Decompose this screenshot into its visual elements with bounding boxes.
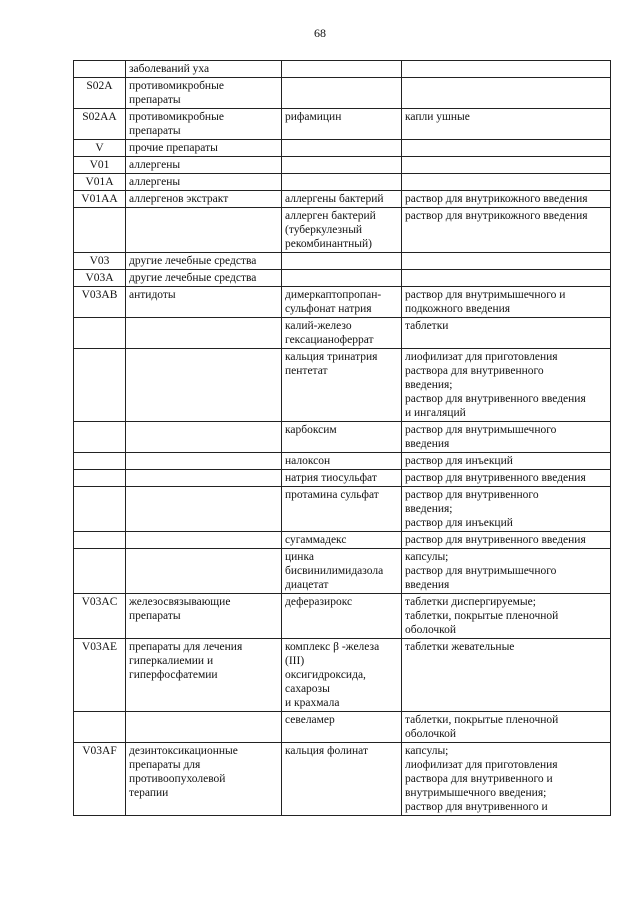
drug-name-cell: комплекс β -железа (III) оксигидроксида, сахарозы и крахмала: [282, 639, 402, 712]
group-name-cell: другие лечебные средства: [126, 253, 282, 270]
table-row: [74, 743, 611, 816]
table-row: [74, 253, 611, 270]
group-name-cell: противомикробные препараты: [126, 109, 282, 140]
table-row: [74, 140, 611, 157]
drug-name-cell: [282, 253, 402, 270]
drug-name-cell: кальция тринатрия пентетат: [282, 349, 402, 422]
drug-name-cell: аллергены бактерий: [282, 191, 402, 208]
dosage-form-cell: [402, 157, 611, 174]
group-name-cell: препараты для лечения гиперкалиемии и гиперфосфатемии: [126, 639, 282, 712]
table-row: [74, 639, 611, 712]
dosage-form-cell: таблетки: [402, 318, 611, 349]
dosage-form-cell: раствор для внутривенного введения: [402, 470, 611, 487]
drug-name-cell: сугаммадекс: [282, 532, 402, 549]
dosage-form-cell: таблетки жевательные: [402, 639, 611, 712]
group-name-cell: [126, 453, 282, 470]
table-row: [74, 174, 611, 191]
table-row: [74, 61, 611, 78]
dosage-form-cell: таблетки, покрытые пленочной оболочкой: [402, 712, 611, 743]
atc-code-cell: [74, 532, 126, 549]
atc-code-cell: V03A: [74, 270, 126, 287]
group-name-cell: дезинтоксикационные препараты для противоопухолевой терапии: [126, 743, 282, 816]
dosage-form-cell: раствор для внутривенного введения; раствор для инъекций: [402, 487, 611, 532]
drug-name-cell: аллерген бактерий (туберкулезный рекомбинантный): [282, 208, 402, 253]
atc-code-cell: [74, 453, 126, 470]
table-row: [74, 712, 611, 743]
group-name-cell: [126, 487, 282, 532]
page-number: 68: [314, 26, 326, 40]
table-row: [74, 78, 611, 109]
group-name-cell: аллергены: [126, 157, 282, 174]
dosage-form-cell: [402, 270, 611, 287]
dosage-form-cell: таблетки диспергируемые; таблетки, покрытые пленочной оболочкой: [402, 594, 611, 639]
atc-code-cell: V03AC: [74, 594, 126, 639]
table-row: [74, 287, 611, 318]
table-row: [74, 549, 611, 594]
atc-code-cell: V03AB: [74, 287, 126, 318]
table-row: [74, 318, 611, 349]
group-name-cell: [126, 318, 282, 349]
table-row: [74, 453, 611, 470]
group-name-cell: аллергены: [126, 174, 282, 191]
group-name-cell: [126, 349, 282, 422]
drug-name-cell: деферазирокс: [282, 594, 402, 639]
dosage-form-cell: раствор для внутримышечного и подкожного введения: [402, 287, 611, 318]
group-name-cell: [126, 422, 282, 453]
atc-code-cell: V01A: [74, 174, 126, 191]
table-row: [74, 208, 611, 253]
atc-code-cell: V03AE: [74, 639, 126, 712]
table-row: [74, 470, 611, 487]
group-name-cell: другие лечебные средства: [126, 270, 282, 287]
dosage-form-cell: раствор для внутримышечного введения: [402, 422, 611, 453]
group-name-cell: [126, 208, 282, 253]
dosage-form-cell: раствор для внутрикожного введения: [402, 208, 611, 253]
atc-code-cell: S02AA: [74, 109, 126, 140]
group-name-cell: аллергенов экстракт: [126, 191, 282, 208]
table-row: [74, 487, 611, 532]
table-row: [74, 157, 611, 174]
atc-code-cell: S02A: [74, 78, 126, 109]
dosage-form-cell: раствор для внутривенного введения: [402, 532, 611, 549]
group-name-cell: прочие препараты: [126, 140, 282, 157]
group-name-cell: [126, 532, 282, 549]
group-name-cell: противомикробные препараты: [126, 78, 282, 109]
group-name-cell: железосвязывающие препараты: [126, 594, 282, 639]
dosage-form-cell: лиофилизат для приготовления раствора для внутривенного введения; раствор для внутривенного введения и ингаляций: [402, 349, 611, 422]
table-row: [74, 532, 611, 549]
dosage-form-cell: раствор для внутрикожного введения: [402, 191, 611, 208]
drug-name-cell: цинка бисвинилимидазола диацетат: [282, 549, 402, 594]
atc-code-cell: [74, 349, 126, 422]
dosage-form-cell: [402, 253, 611, 270]
dosage-form-cell: [402, 78, 611, 109]
atc-code-cell: [74, 470, 126, 487]
table-row: [74, 422, 611, 453]
drug-name-cell: димеркаптопропан- сульфонат натрия: [282, 287, 402, 318]
drug-table: [73, 60, 611, 816]
drug-name-cell: рифамицин: [282, 109, 402, 140]
atc-code-cell: [74, 549, 126, 594]
atc-code-cell: V03: [74, 253, 126, 270]
atc-code-cell: V01AA: [74, 191, 126, 208]
drug-name-cell: карбоксим: [282, 422, 402, 453]
drug-name-cell: [282, 270, 402, 287]
atc-code-cell: [74, 61, 126, 78]
table-row: [74, 349, 611, 422]
dosage-form-cell: капли ушные: [402, 109, 611, 140]
dosage-form-cell: капсулы; лиофилизат для приготовления раствора для внутривенного и внутримышечного введения; раствор для внутривенного и: [402, 743, 611, 816]
atc-code-cell: [74, 318, 126, 349]
dosage-form-cell: [402, 174, 611, 191]
drug-name-cell: [282, 174, 402, 191]
table-row: [74, 270, 611, 287]
table-row: [74, 109, 611, 140]
atc-code-cell: [74, 422, 126, 453]
dosage-form-cell: [402, 140, 611, 157]
group-name-cell: антидоты: [126, 287, 282, 318]
drug-name-cell: севеламер: [282, 712, 402, 743]
drug-name-cell: налоксон: [282, 453, 402, 470]
table-row: [74, 191, 611, 208]
group-name-cell: [126, 549, 282, 594]
group-name-cell: [126, 712, 282, 743]
atc-code-cell: [74, 487, 126, 532]
group-name-cell: заболеваний уха: [126, 61, 282, 78]
drug-name-cell: [282, 78, 402, 109]
drug-name-cell: [282, 157, 402, 174]
atc-code-cell: [74, 712, 126, 743]
drug-name-cell: протамина сульфат: [282, 487, 402, 532]
drug-name-cell: [282, 61, 402, 78]
drug-name-cell: калий-железо гексацианоферрат: [282, 318, 402, 349]
drug-name-cell: кальция фолинат: [282, 743, 402, 816]
atc-code-cell: V01: [74, 157, 126, 174]
dosage-form-cell: [402, 61, 611, 78]
atc-code-cell: [74, 208, 126, 253]
table-row: [74, 594, 611, 639]
dosage-form-cell: раствор для инъекций: [402, 453, 611, 470]
atc-code-cell: V: [74, 140, 126, 157]
dosage-form-cell: капсулы; раствор для внутримышечного введения: [402, 549, 611, 594]
group-name-cell: [126, 470, 282, 487]
drug-name-cell: [282, 140, 402, 157]
drug-name-cell: натрия тиосульфат: [282, 470, 402, 487]
atc-code-cell: V03AF: [74, 743, 126, 816]
table-body: [74, 61, 611, 816]
